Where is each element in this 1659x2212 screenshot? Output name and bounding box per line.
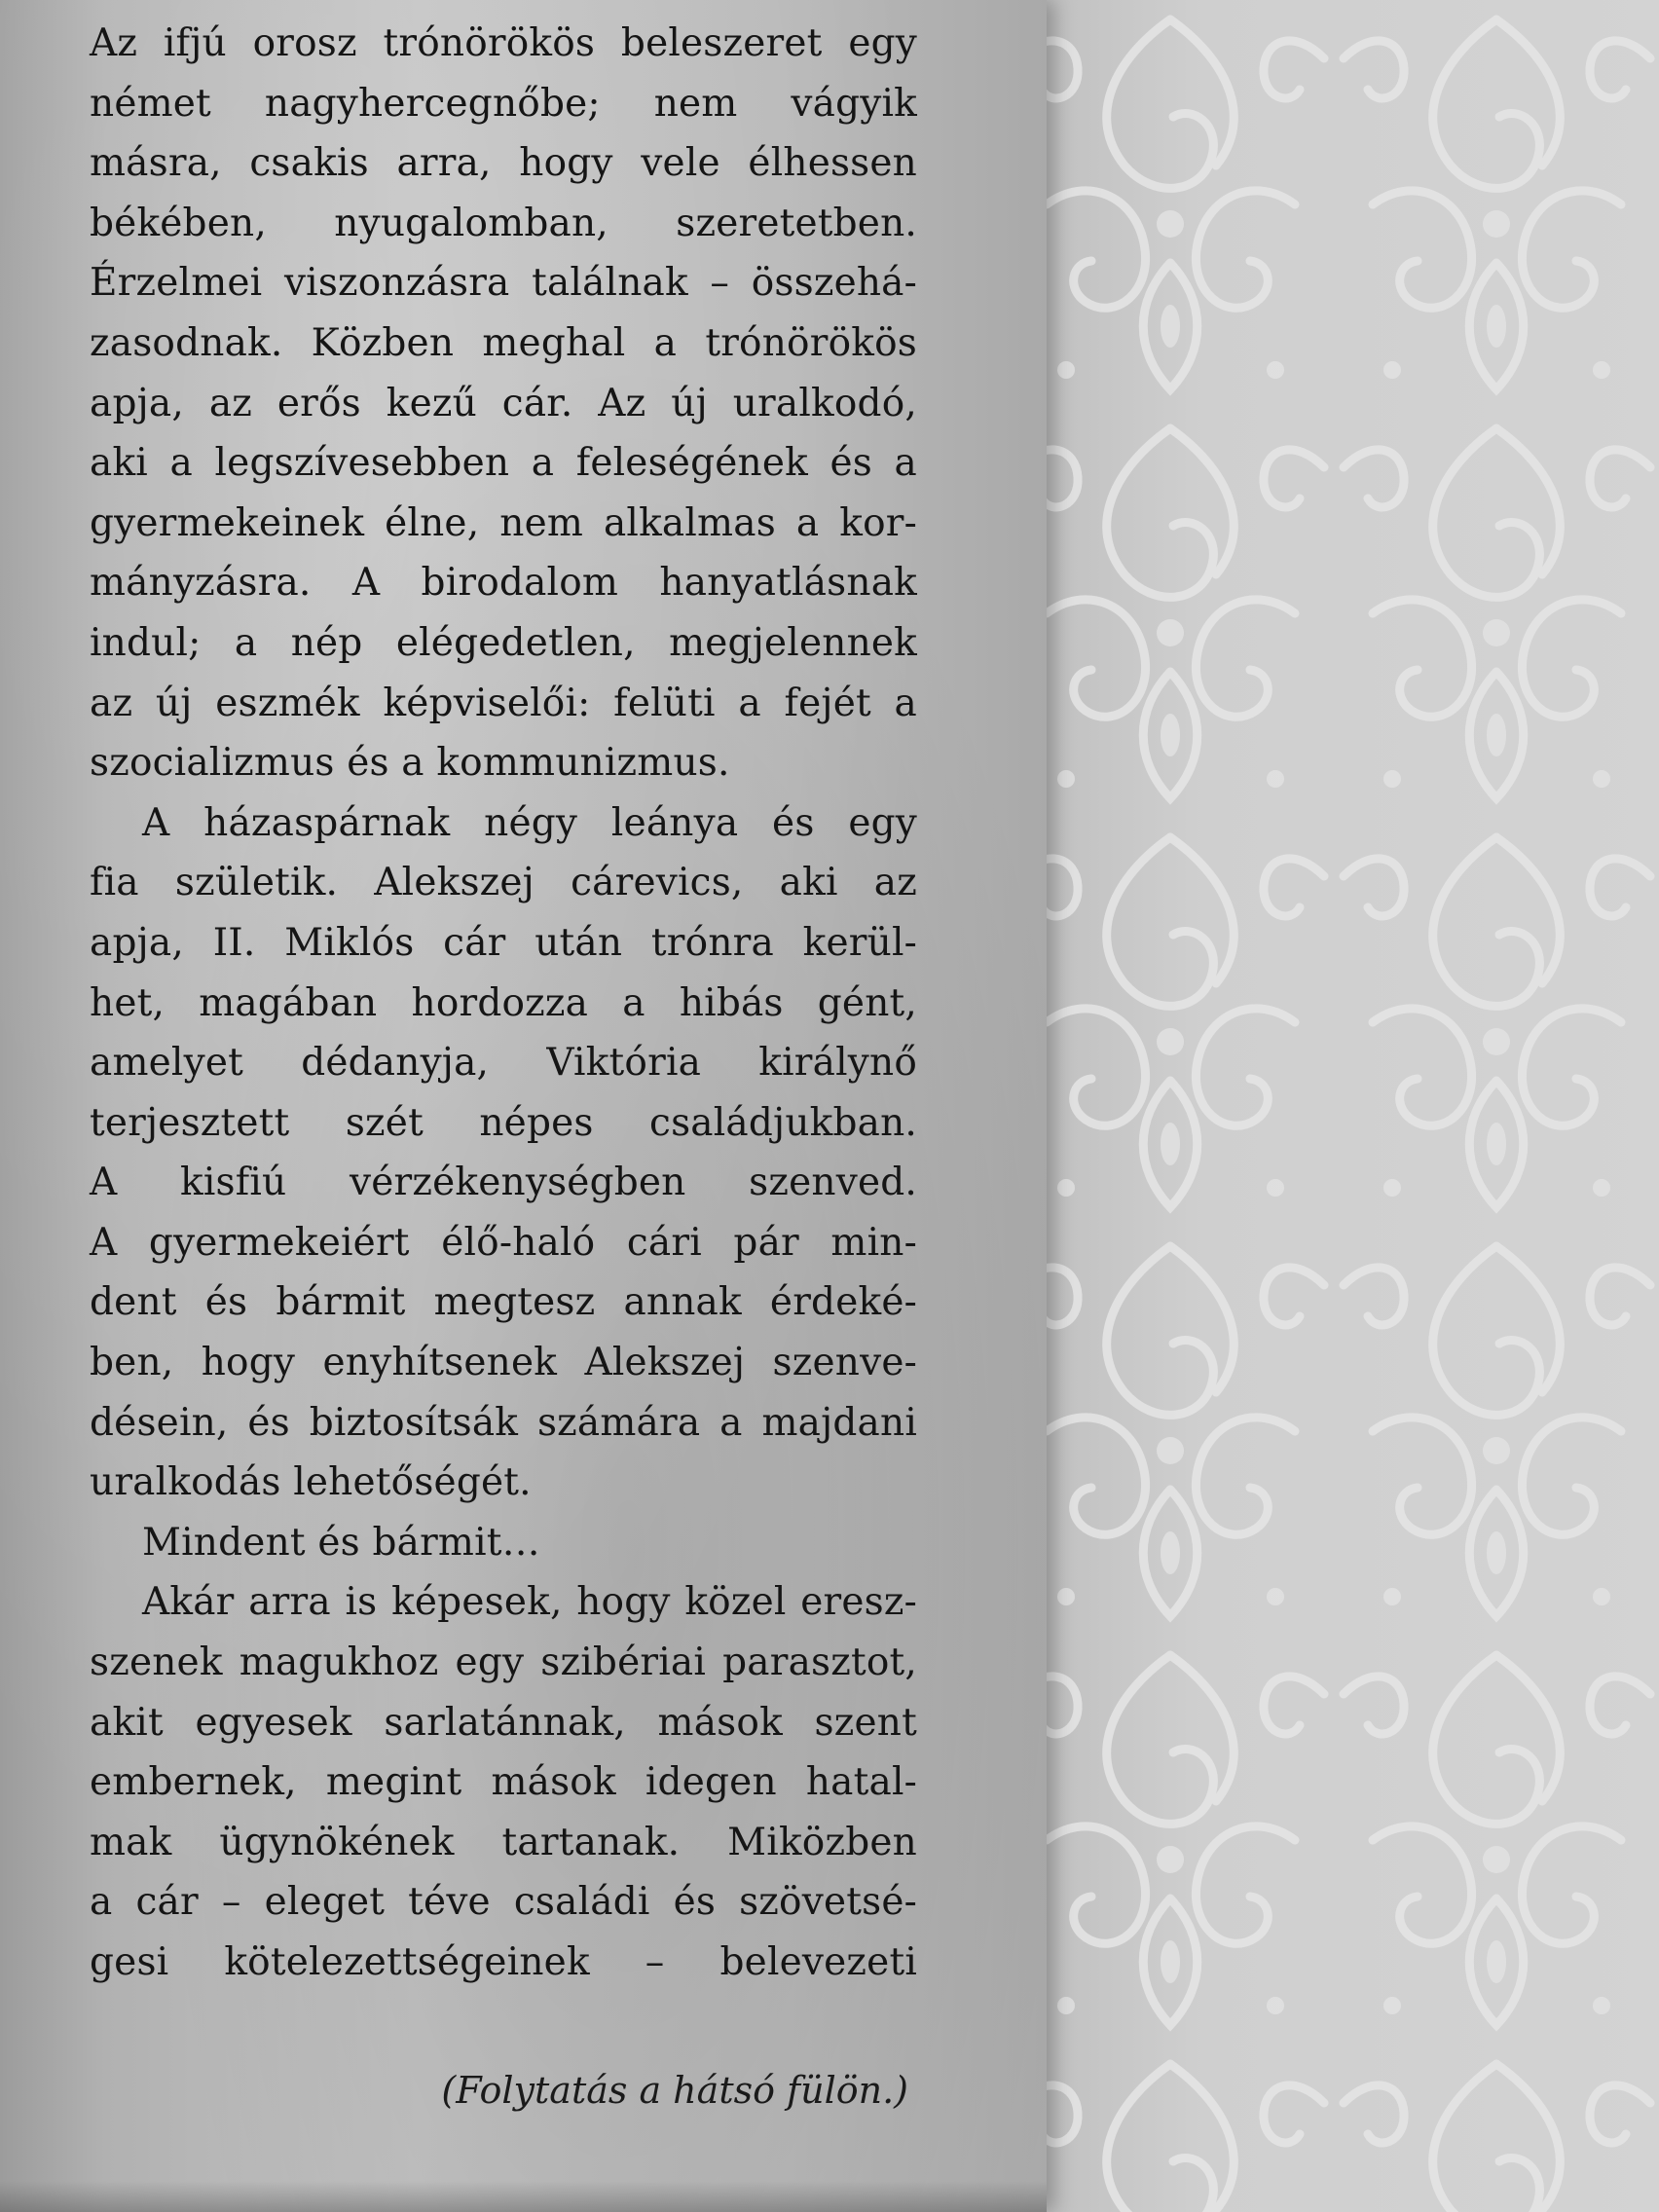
blurb-line: A kisfiú vérzékenységben szenved. <box>90 1161 917 1205</box>
blurb-line: akit egyesek sarlatánnak, mások szent <box>90 1700 917 1745</box>
blurb-line: ben, hogy enyhítsenek Alekszej szenve- <box>90 1341 917 1385</box>
blurb-line: A házaspárnak négy leánya és egy <box>142 800 917 845</box>
blurb-line: Akár arra is képesek, hogy közel eresz- <box>142 1580 917 1625</box>
blurb-line: zasodnak. Közben meghal a trónörökös <box>90 320 917 365</box>
blurb-line: fia születik. Alekszej cárevics, aki az <box>90 861 917 905</box>
damask-pattern <box>1008 0 1659 2212</box>
blurb-line: désein, és biztosítsák számára a majdani <box>90 1400 917 1445</box>
blurb-line: indul; a nép elégedetlen, megjelennek <box>90 620 917 665</box>
blurb-line: gyermekeinek élne, nem alkalmas a kor- <box>90 500 917 545</box>
blurb-line: az új eszmék képviselői: felüti a fejét a <box>90 681 917 725</box>
blurb-line: apja, II. Miklós cár után trónra kerül- <box>90 920 917 965</box>
blurb-line: mak ügynökének tartanak. Miközben <box>90 1820 917 1864</box>
blurb-line: szenek magukhoz egy szibériai parasztot, <box>90 1641 917 1685</box>
blurb-line: terjesztett szét népes családjukban. <box>90 1100 917 1145</box>
blurb-line: mányzásra. A birodalom hanyatlásnak <box>90 561 917 606</box>
blurb-line: Mindent és bármit… <box>142 1520 540 1565</box>
blurb-line: aki a legszívesebben a feleségének és a <box>90 441 917 486</box>
continuation-note: (Folytatás a hátsó fülön.) <box>441 2069 908 2112</box>
blurb-line: Érzelmei viszonzásra találnak – összehá- <box>90 261 917 306</box>
blurb-line: A gyermekeiért élő-haló cári pár min- <box>90 1220 917 1265</box>
blurb-text <box>90 14 917 1993</box>
blurb-line: uralkodás lehetőségét. <box>90 1460 532 1505</box>
blurb-line: német nagyhercegnőbe; nem vágyik <box>90 81 917 126</box>
blurb-line: békében, nyugalomban, szeretetben. <box>90 201 917 245</box>
blurb-line: gesi kötelezettségeinek – belevezeti <box>90 1940 917 1984</box>
blurb-line: het, magában hordozza a hibás gént, <box>90 980 917 1025</box>
ornamental-background <box>1008 0 1659 2212</box>
blurb-line: amelyet dédanyja, Viktória királynő <box>90 1041 917 1086</box>
blurb-line: szocializmus és a kommunizmus. <box>90 741 730 786</box>
blurb-line: apja, az erős kezű cár. Az új uralkodó, <box>90 381 917 425</box>
blurb-line: dent és bármit megtesz annak érdeké- <box>90 1280 917 1325</box>
blurb-line: a cár – eleget téve családi és szövetsé- <box>90 1880 917 1925</box>
flap-bottom-edge <box>0 2181 1047 2212</box>
blurb-line: másra, csakis arra, hogy vele élhessen <box>90 141 917 186</box>
blurb-line: Az ifjú orosz trónörökös beleszeret egy <box>90 21 917 65</box>
blurb-line: embernek, megint mások idegen hatal- <box>90 1760 917 1805</box>
